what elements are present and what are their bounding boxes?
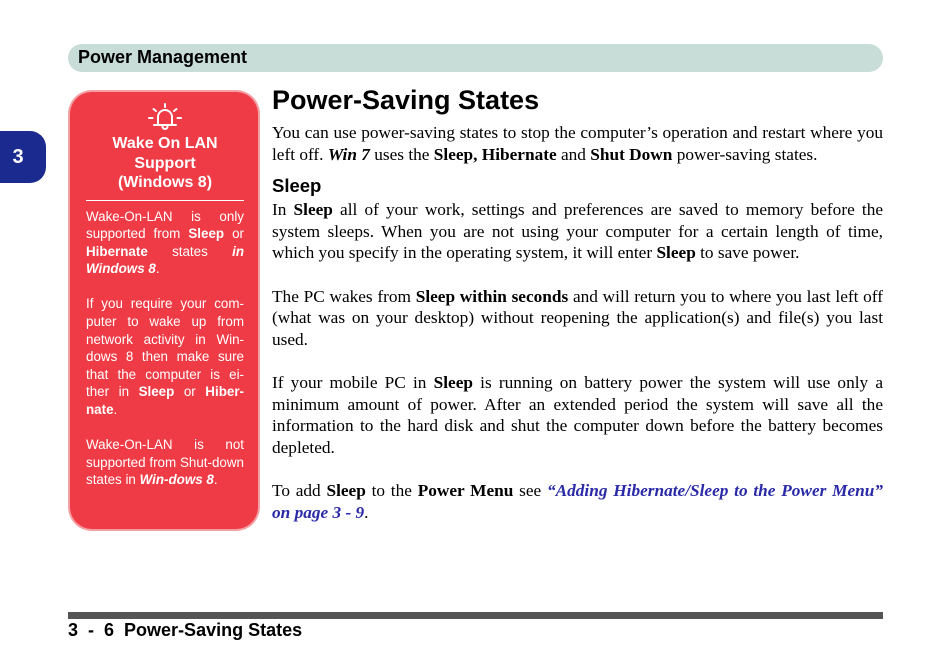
intro-paragraph	[272, 122, 883, 165]
sidebar-divider	[86, 200, 244, 201]
bold-text: Power Menu	[417, 480, 514, 500]
sidebar-paragraph	[86, 295, 244, 418]
bold-text: Sleep	[656, 243, 696, 263]
footer-title: Power-Saving States	[124, 620, 303, 640]
chapter-number: 3	[12, 145, 24, 168]
bold-text: Sleep, Hibernate	[433, 144, 557, 164]
bold-text: Hiber-nate	[86, 384, 244, 418]
text: and will return you to where you last left off (what was on your desktop) without reopening the application(s) and file(s) you last used.	[272, 286, 883, 349]
bold-text: Sleep	[188, 226, 225, 242]
sidebar-heading	[86, 134, 244, 193]
bold-text: Sleep	[138, 384, 175, 400]
bold-text: Sleep	[293, 200, 333, 220]
text: If you require your com-puter to wake up from network activity in Win-dows 8 then make sure that the computer is ei-ther in	[86, 296, 244, 400]
text: to save power.	[695, 243, 800, 263]
bold-text: Sleep	[326, 480, 366, 500]
body-paragraph	[272, 372, 883, 458]
text: .	[364, 502, 369, 522]
text: is running on battery power the system will use only a minimum amount of power. After an extended period the system will save all the information to the hard disk and shut the computer down before the battery becomes depleted.	[272, 372, 883, 457]
paragraph-gap	[272, 458, 883, 480]
bold-italic-text: in Windows 8	[86, 243, 244, 277]
text: to the	[365, 480, 418, 500]
sidebar-heading-line: (Windows 8)	[117, 174, 213, 191]
main-content	[272, 82, 883, 523]
text: In	[272, 200, 294, 220]
text: all of your work, settings and preferences are saved to memory before the system sleeps. When you are not using your computer for a certain length of time, which you specify in the operating system, it will enter	[272, 200, 883, 263]
text: or	[174, 384, 206, 400]
sidebar-paragraph	[86, 208, 244, 278]
body-paragraph	[272, 480, 883, 523]
text: and	[556, 144, 591, 164]
text: .	[155, 261, 160, 277]
text: states	[147, 243, 233, 259]
text: You can use power-saving states to stop the computer’s operation and restart where you left off.	[272, 123, 883, 164]
bold-text: Hibernate	[86, 243, 148, 259]
text: .	[113, 402, 118, 418]
text: .	[213, 472, 218, 488]
page-number: 3 - 6	[68, 620, 115, 640]
text: If your mobile PC in	[272, 372, 434, 392]
bold-text: Sleep	[433, 372, 473, 392]
cross-reference-link[interactable]: “Adding Hibernate/Sleep to the Power Menu” on page 3 - 9	[272, 480, 883, 522]
text: Wake-On-LAN is not supported from Shut-down states in	[86, 437, 244, 488]
body-paragraph	[272, 199, 883, 264]
sidebar-paragraph	[86, 436, 244, 489]
footer-rule	[68, 612, 883, 619]
bold-italic-text: Win 7	[327, 144, 370, 164]
sidebar-heading-line: Wake On LAN	[112, 135, 218, 152]
chapter-tab[interactable]	[0, 131, 46, 183]
footer	[68, 620, 302, 641]
bold-text: Shut Down	[590, 144, 673, 164]
bold-italic-text: Win-dows 8	[139, 472, 214, 488]
section-title: Power Management	[78, 47, 248, 67]
body-paragraph	[272, 286, 883, 351]
paragraph-gap	[272, 350, 883, 372]
text: To add	[272, 480, 327, 500]
text: uses the	[369, 144, 434, 164]
text: The PC wakes from	[272, 286, 416, 306]
wake-on-lan-icon	[147, 102, 183, 132]
sidebar-note	[70, 92, 258, 529]
text: power-saving states.	[672, 144, 818, 164]
sidebar-heading-line: Support	[134, 154, 196, 172]
section-heading: Sleep	[272, 175, 322, 197]
page-title: Power-Saving States	[272, 85, 540, 115]
text: or	[224, 226, 244, 242]
text: Wake-On-LAN is only supported from	[86, 208, 244, 242]
bold-text: Sleep within seconds	[415, 286, 569, 306]
paragraph-gap	[272, 264, 883, 286]
text: see	[513, 480, 547, 500]
header-bar	[68, 44, 883, 72]
